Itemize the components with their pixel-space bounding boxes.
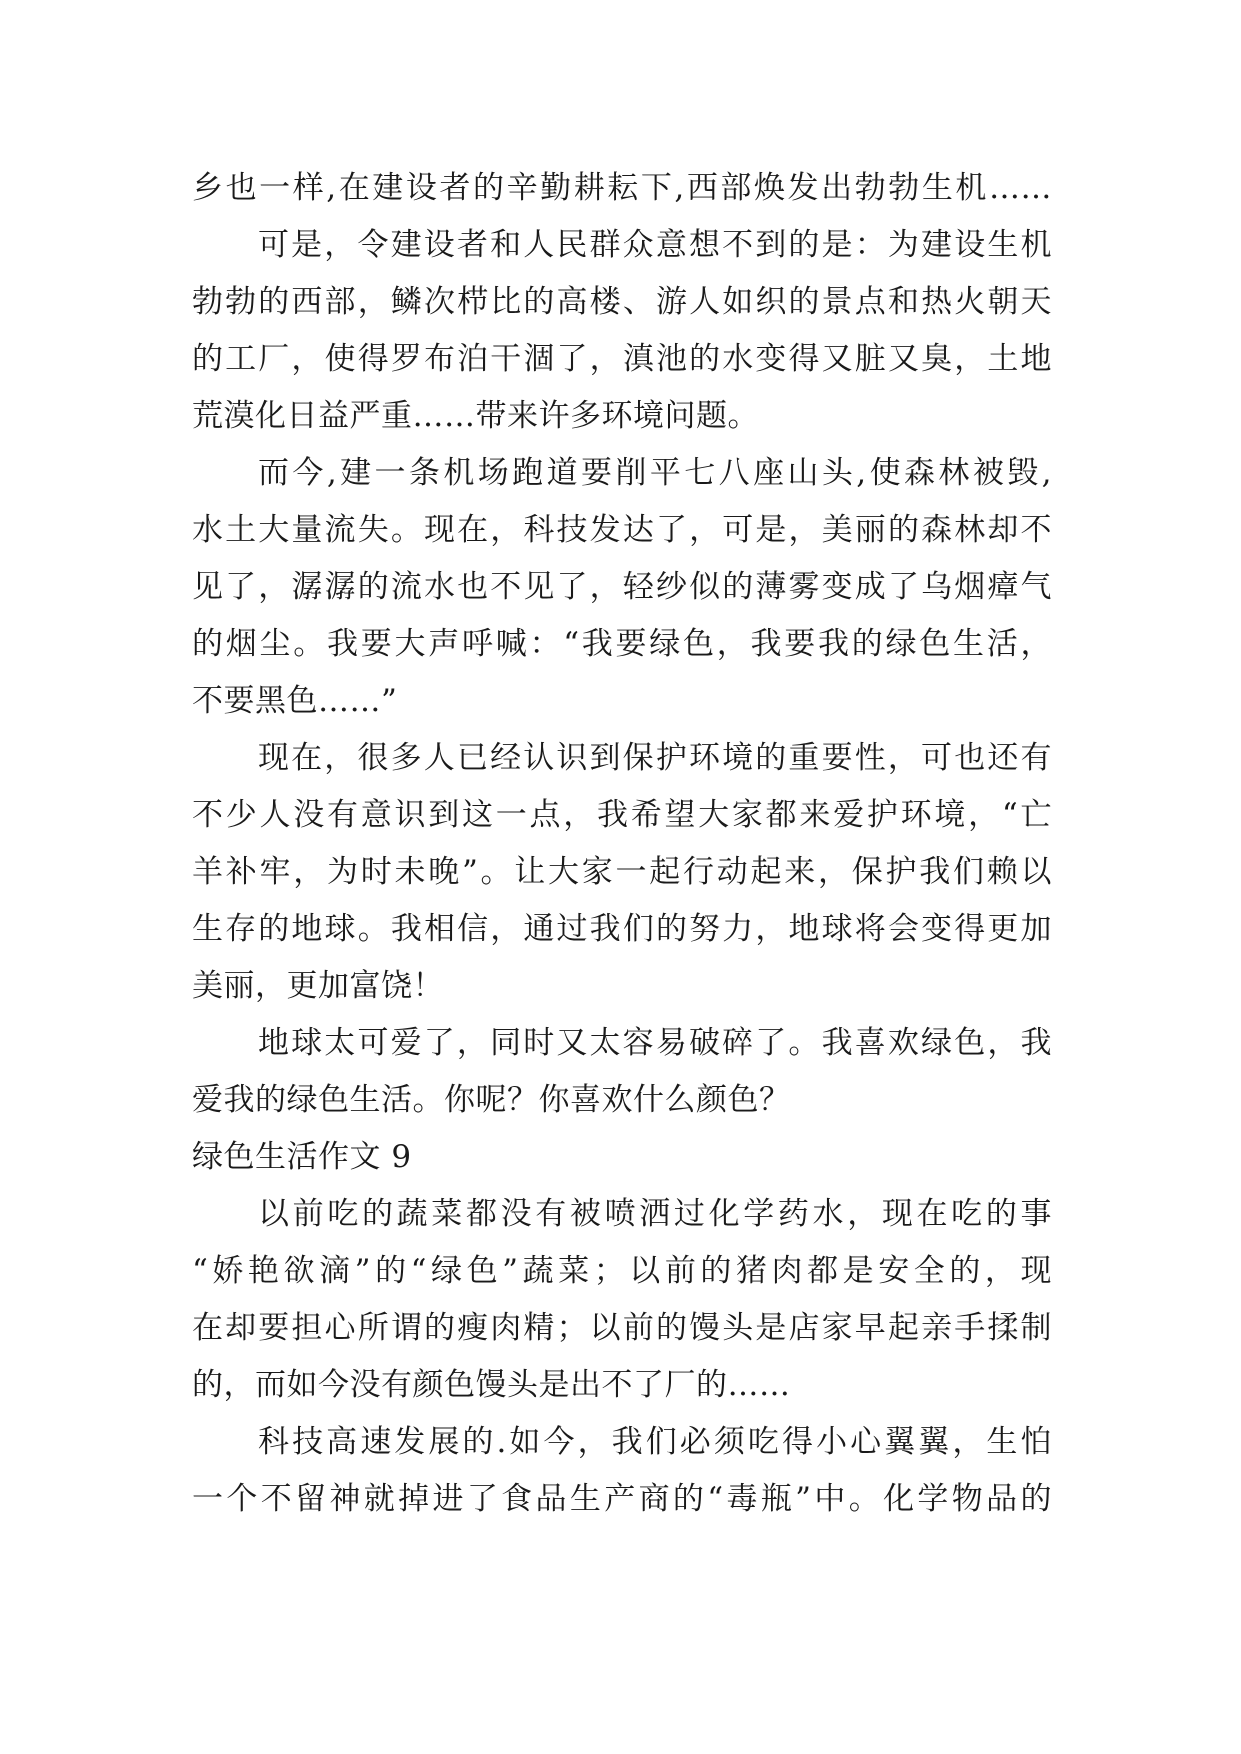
text-line: 荒漠化日益严重……带来许多环境问题。 — [192, 398, 759, 434]
text-line: 的，而如今没有颜色馒头是出不了厂的…… — [192, 1367, 791, 1403]
text-line: 羊补牢，为时未晚”。让大家一起行动起来，保护我们赖以 — [192, 854, 1052, 890]
text-line: 的工厂，使得罗布泊干涸了，滇池的水变得又脏又臭，土地 — [192, 341, 1052, 377]
text-line: 爱我的绿色生活。你呢？你喜欢什么颜色？ — [192, 1082, 791, 1118]
text-line: 可是，令建设者和人民群众意想不到的是：为建设生机 — [258, 227, 1052, 263]
document-body — [192, 160, 1052, 1528]
text-line: 而今,建一条机场跑道要削平七八座山头,使森林被毁, — [258, 455, 1052, 491]
text-line: 在却要担心所谓的瘦肉精；以前的馒头是店家早起亲手揉制 — [192, 1310, 1052, 1346]
text-line: 美丽，更加富饶！ — [192, 968, 444, 1004]
text-line: 的烟尘。我要大声呼喊：“我要绿色，我要我的绿色生活， — [192, 626, 1052, 662]
text-line: 不要黑色……” — [192, 683, 398, 719]
text-line: 乡也一样,在建设者的辛勤耕耘下,西部焕发出勃勃生机…… — [192, 170, 1052, 206]
text-line: 一个不留神就掉进了食品生产商的“毒瓶”中。化学物品的 — [192, 1481, 1052, 1517]
text-line: 见了，潺潺的流水也不见了，轻纱似的薄雾变成了乌烟瘴气 — [192, 569, 1052, 605]
text-line: 以前吃的蔬菜都没有被喷洒过化学药水，现在吃的事 — [258, 1196, 1052, 1232]
section-heading: 绿色生活作文 9 — [192, 1139, 412, 1175]
text-line: 现在，很多人已经认识到保护环境的重要性，可也还有 — [258, 740, 1052, 776]
text-line: 勃勃的西部，鳞次栉比的高楼、游人如织的景点和热火朝天 — [192, 284, 1052, 320]
text-line: 不少人没有意识到这一点，我希望大家都来爱护环境，“亡 — [192, 797, 1052, 833]
text-line: 地球太可爱了，同时又太容易破碎了。我喜欢绿色，我 — [258, 1025, 1052, 1061]
text-line: 水土大量流失。现在，科技发达了，可是，美丽的森林却不 — [192, 512, 1052, 548]
text-line: 生存的地球。我相信，通过我们的努力，地球将会变得更加 — [192, 911, 1052, 947]
text-line: 科技高速发展的.如今，我们必须吃得小心翼翼，生怕 — [258, 1424, 1052, 1460]
text-line: “娇艳欲滴”的“绿色”蔬菜；以前的猪肉都是安全的，现 — [192, 1253, 1052, 1289]
